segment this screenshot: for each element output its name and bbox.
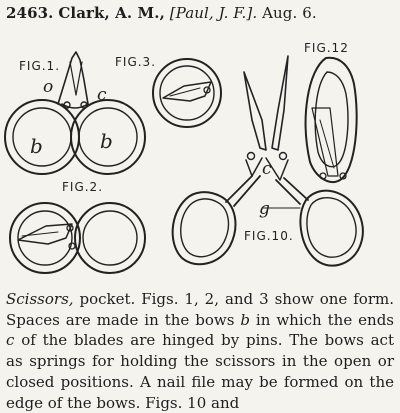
patent-date: Aug. 6. [262, 4, 317, 22]
description-lead: Scissors, [6, 290, 74, 308]
description-var-c: c [6, 331, 15, 350]
ref-letter-c-fig10: c [262, 159, 272, 179]
patent-assignee: [Paul, J. F.]. [169, 4, 258, 22]
patent-number: 2463. [6, 4, 54, 22]
patent-description [6, 289, 394, 413]
ref-letter-o: o [43, 77, 54, 97]
ref-letter-g: g [259, 199, 270, 219]
fig3-label: FIG.3. [115, 55, 157, 69]
description-part1: pocket. Figs. 1, 2, and 3 show one form. Spaces are made in the bows [6, 290, 394, 329]
fig12-label: FIG.12 [304, 41, 349, 55]
description-var-b: b [240, 310, 250, 329]
fig12-drawing [306, 58, 357, 182]
ref-letter-b-right: b [100, 129, 113, 153]
fig1-label: FIG.1. [19, 59, 61, 73]
ref-letter-c-fig1: c [97, 85, 107, 105]
fig2-drawing [10, 203, 145, 273]
fig10-label: FIG.10. [244, 229, 294, 243]
ref-letter-b-left: b [30, 134, 43, 158]
description-part2: in which the ends [249, 310, 395, 329]
fig2-label: FIG.2. [62, 180, 104, 194]
patent-author: Clark, A. M., [58, 4, 165, 22]
description-part3: of the blades are hinged by pins. The bows act as springs for holding the scissors in the open or closed positions. A nail file may be formed on the edge of the bows. Figs. 10 and [6, 331, 394, 412]
fig3-drawing [153, 59, 221, 127]
